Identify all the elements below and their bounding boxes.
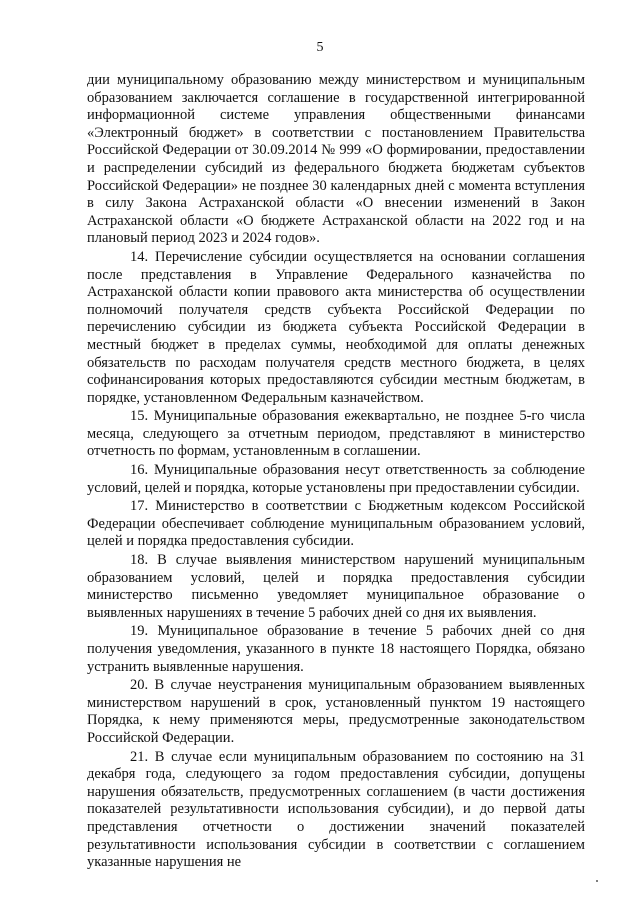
paragraph-20: 20. В случае неустранения муниципальным образованием выявленных министерством нарушений в срок, установленный пунктом 19 настоящего Порядка, к нему применяются меры, предусмотренные законодательством Российской Федерации. xyxy=(87,677,585,746)
paragraph-21: 21. В случае если муниципальным образованием по состоянию на 31 декабря года, следующего за годом предоставления субсидии, допущены нарушения обязательств, предусмотренных соглашением (в части достижения показателей результативности использования субсидии), и до первой даты представления отчетности о достижении значений показателей результативности использования субсидии в соответствии с соглашением указанные нарушения не xyxy=(87,748,585,871)
paragraph-17: 17. Министерство в соответствии с Бюджетным кодексом Российской Федерации обеспечивает соблюдение муниципальным образованием условий, целей и порядка предоставления субсидии. xyxy=(87,498,585,550)
paragraph-14: 14. Перечисление субсидии осуществляется на основании соглашения после представления в Управление Федерального казначейства по Астраханской области копии правового акта министерства об осуществлении полномочий получателя средств субъекта Российской Федерации по перечислению субсидии из бюджета субъекта Российской Федерации в местный бюджет в пределах суммы, необходимой для оплаты денежных обязательств по расходам получателя средств местного бюджета, в целях софинансирования которых предоставляются субсидии местным бюджетам, в порядке, установленном Федеральным казначейством. xyxy=(87,248,585,406)
paragraph-19: 19. Муниципальное образование в течение 5 рабочих дней со дня получения уведомления, указанного в пункте 18 настоящего Порядка, обязано устранить выявленные нарушения. xyxy=(87,623,585,675)
page-number: 5 xyxy=(316,40,324,55)
paragraph-16: 16. Муниципальные образования несут ответственность за соблюдение условий, целей и порядка, которые установлены при предоставлении субсидии. xyxy=(87,462,585,496)
paragraph-18: 18. В случае выявления министерством нарушений муниципальным образованием условий, целей и порядка предоставления субсидии министерство письменно уведомляет муниципальное образование о выявленных нарушениях в течение 5 рабочих дней со дня их выявления. xyxy=(87,552,585,621)
document-body xyxy=(87,72,585,872)
paragraph-15: 15. Муниципальные образования ежеквартально, не позднее 5-го числа месяца, следующего за отчетным периодом, представляют в министерство отчетность по формам, установленным в соглашении. xyxy=(87,408,585,460)
paragraph-continuation: дии муниципальному образованию между министерством и муниципальным образованием заключается соглашение в государственной интегрированной информационной системе управления общественными финансами «Электронный бюджет» в соответствии с постановлением Правительства Российской Федерации от 30.09.2014 № 999 «О формировании, предоставлении и распределении субсидий из федерального бюджета бюджетам субъектов Российской Федерации» не позднее 30 календарных дней с момента вступления в силу Закона Астраханской области «О внесении изменений в Закон Астраханской области «О бюджете Астраханской области на 2022 год и на плановый период 2023 и 2024 годов». xyxy=(87,72,585,247)
scan-speck xyxy=(596,880,598,882)
